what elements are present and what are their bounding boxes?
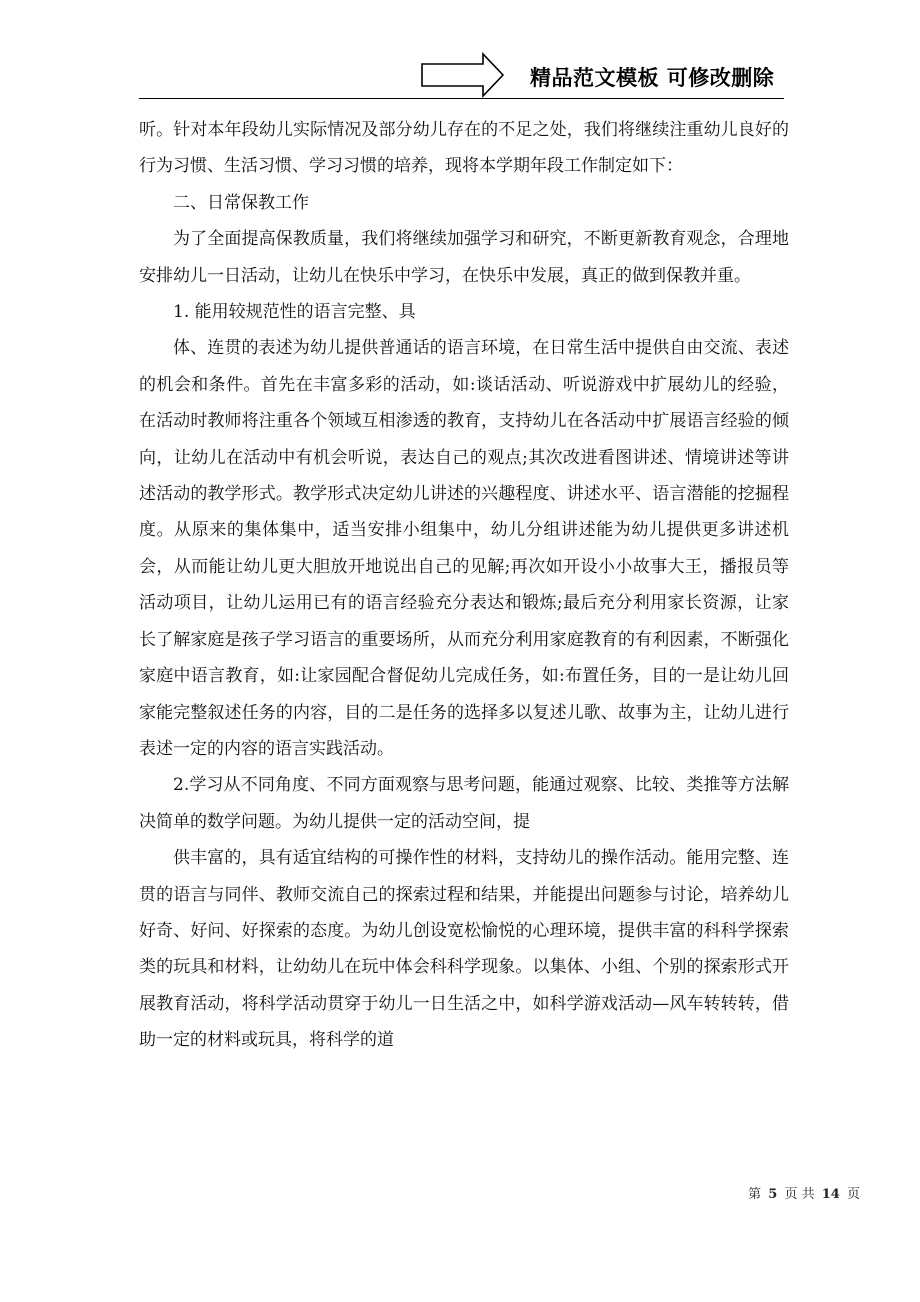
footer-suffix: 页 (846, 1187, 860, 1202)
list-item-2: 2.学习从不同角度、不同方面观察与思考问题，能通过观察、比较、类推等方法解决简单的数学问题。为幼儿提供一定的活动空间，提 (139, 775, 789, 832)
header-divider (139, 98, 784, 99)
footer-prefix: 第 (748, 1187, 762, 1202)
header-title: 精品范文模板 可修改删除 (530, 66, 775, 90)
page-number (748, 1183, 860, 1202)
paragraph-3: 体、连贯的表述为幼儿提供普通话的语言环境，在日常生活中提供自由交流、表述的机会和条件。首先在丰富多彩的活动，如:谈话活动、听说游戏中扩展幼儿的经验，在活动时教师将注重各个领域互相渗透的教育，支持幼儿在各活动中扩展语言经验的倾向，让幼儿在活动中有机会听说，表达自己的观点;其次改进看图讲述、情境讲述等讲述活动的教学形式。教学形式决定幼儿讲述的兴趣程度、讲述水平、语言潜能的挖掘程度。从原来的集体集中，适当安排小组集中，幼儿分组讲述能为幼儿提供更多讲述机会，从而能让幼儿更大胆放开地说出自己的见解;再次如开设小小故事大王，播报员等活动项目，让幼儿运用已有的语言经验充分表达和锻炼;最后充分利用家长资源，让家长了解家庭是孩子学习语言的重要场所，从而充分利用家庭教育的有利因素，不断强化家庭中语言教育，如:让家园配合督促幼儿完成任务，如:布置任务，目的一是让幼儿回家能完整叙述任务的内容，目的二是任务的选择多以复述儿歌、故事为主，让幼儿进行表述一定的内容的语言实践活动。 (139, 338, 789, 759)
total-pages: 14 (821, 1187, 840, 1202)
list-item-1: 1. 能用较规范性的语言完整、具 (173, 302, 416, 323)
paragraph-2: 为了全面提高保教质量，我们将继续加强学习和研究，不断更新教育观念，合理地安排幼儿一日活动，让幼儿在快乐中学习，在快乐中发展，真正的做到保教并重。 (139, 229, 789, 286)
footer-middle: 页 共 (784, 1187, 815, 1202)
paragraph-1: 听。针对本年段幼儿实际情况及部分幼儿存在的不足之处，我们将继续注重幼儿良好的行为习惯、生活习惯、学习习惯的培养，现将本学期年段工作制定如下： (139, 120, 789, 177)
current-page: 5 (768, 1187, 778, 1202)
paragraph-4: 供丰富的，具有适宜结构的可操作性的材料，支持幼儿的操作活动。能用完整、连贯的语言与同伴、教师交流自己的探索过程和结果，并能提出问题参与讨论，培养幼儿好奇、好问、好探索的态度。为幼儿创设宽松愉悦的心理环境，提供丰富的科科学探索类的玩具和材料，让幼幼儿在玩中体会科科学现象。以集体、小组、个别的探索形式开展教育活动，将科学活动贯穿于幼儿一日生活之中，如科学游戏活动—风车转转转，借助一定的材料或玩具，将科学的道 (139, 848, 789, 1051)
arrow-icon (421, 52, 505, 98)
section-heading: 二、日常保教工作 (173, 192, 309, 213)
document-body (139, 112, 789, 1059)
